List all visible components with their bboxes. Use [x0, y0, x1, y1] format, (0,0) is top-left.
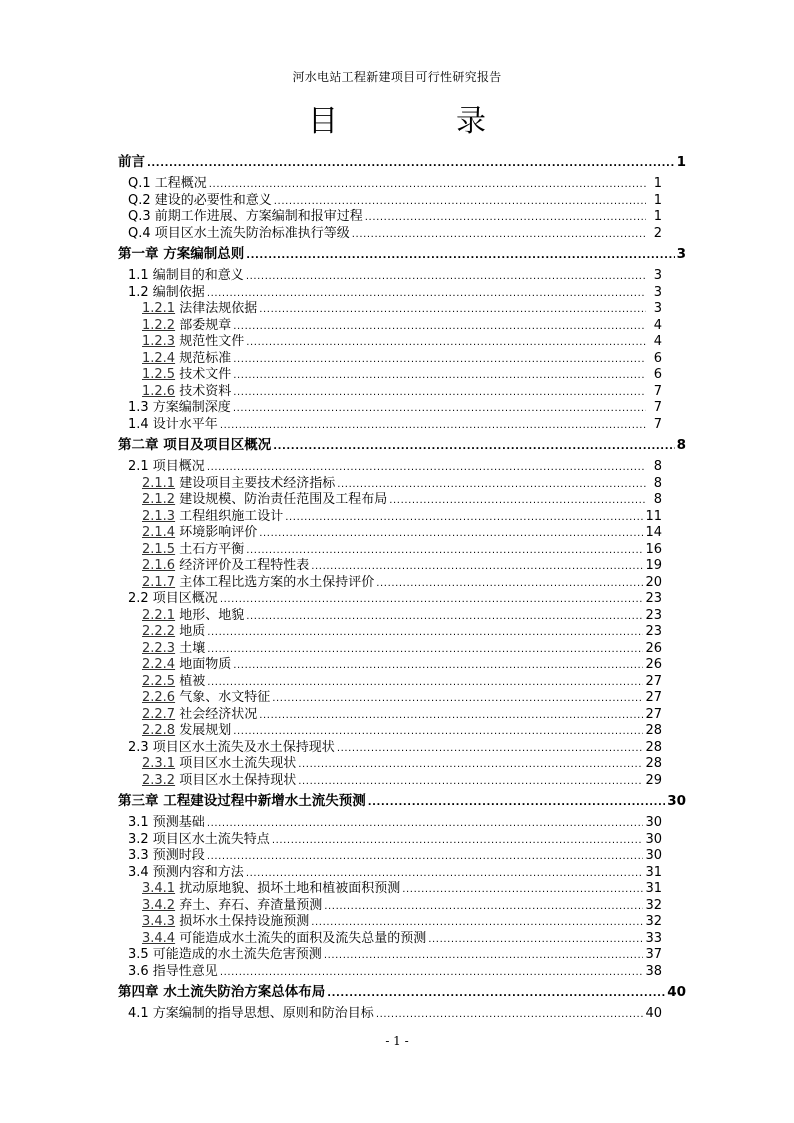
- toc-page-number: 38: [645, 963, 662, 979]
- toc-leader-dots: [259, 525, 643, 542]
- toc-leader-dots: [246, 608, 643, 625]
- toc-entry-number: 1.2.1: [142, 301, 176, 316]
- toc-entry[interactable]: [118, 608, 686, 625]
- toc-entry[interactable]: [118, 947, 686, 964]
- toc-entry-title: [142, 931, 426, 947]
- toc-entry-number: 1.2.6: [142, 383, 176, 399]
- toc-entry-title: 3.6 指导性意见: [128, 963, 218, 979]
- toc-entry-title: [142, 367, 231, 383]
- toc-entry-text: 社会经济状况: [179, 706, 258, 722]
- toc-leader-dots: [389, 492, 646, 509]
- toc-entry[interactable]: [118, 1006, 686, 1023]
- toc-leader-dots: [324, 947, 644, 964]
- toc-entry-text: 土石方平衡: [179, 541, 245, 557]
- toc-entry-title: [142, 509, 283, 525]
- toc-entry[interactable]: [118, 756, 686, 773]
- toc-leader-dots: [209, 176, 646, 193]
- toc-chapter-entry[interactable]: [118, 433, 686, 455]
- toc-entry[interactable]: [118, 773, 686, 790]
- toc-entry-title: 2.1 项目概况: [128, 459, 205, 474]
- toc-leader-dots: [220, 417, 646, 434]
- toc-page-number: 1: [653, 176, 662, 191]
- toc-entry-title: [142, 898, 322, 914]
- toc-entry-text: 可能造成水土流失的面积及流失总量的预测: [179, 930, 427, 946]
- toc-entry-title: [142, 525, 257, 541]
- toc-entry-text: 发展规划: [179, 723, 232, 738]
- toc-page-number: 23: [645, 591, 662, 606]
- toc-entry[interactable]: [118, 558, 686, 575]
- toc-leader-dots: [207, 641, 643, 658]
- toc-entry-text: 经济评价及工程特性表: [179, 558, 310, 573]
- toc-entry-text: 技术资料: [179, 383, 232, 399]
- toc-entry-text: 主体工程比选方案的水土保持评价: [179, 574, 375, 590]
- toc-entry-text: 规范性文件: [179, 334, 245, 349]
- toc-page-number: 19: [645, 558, 662, 573]
- toc-entry-text: 法律法规依据: [179, 301, 258, 316]
- toc-entry-title: 3.4 预测内容和方法: [128, 864, 244, 880]
- toc-leader-dots: [259, 707, 643, 724]
- toc-leader-dots: [272, 832, 644, 849]
- toc-entry-number: 2.1.3: [142, 508, 176, 524]
- toc-entry-number: 2.2.1: [142, 607, 176, 623]
- toc-entry-title: [142, 334, 244, 350]
- toc-entry-title: [142, 690, 270, 706]
- toc-entry-title: 3.5 可能造成的水土流失危害预测: [128, 947, 322, 962]
- toc-entry-title: [142, 657, 231, 673]
- toc-page-number: 23: [645, 624, 662, 639]
- toc-leader-dots: [273, 437, 674, 455]
- toc-entry-title: Q.1 工程概况: [128, 176, 207, 191]
- toc-chapter-entry[interactable]: [118, 789, 686, 811]
- toc-leader-dots: [147, 154, 675, 172]
- toc-entry-number: 3.4.2: [142, 897, 176, 913]
- toc-leader-dots: [285, 509, 643, 526]
- page-header: 河水电站工程新建项目可行性研究报告: [292, 70, 502, 84]
- toc-page-number: 3: [653, 301, 662, 316]
- toc-entry-title: [142, 301, 257, 317]
- toc-leader-dots: [368, 793, 666, 811]
- toc-page-number: 7: [653, 416, 662, 432]
- toc-entry-title: 3.3 预测时段: [128, 848, 205, 863]
- toc-entry-number: 3.4.4: [142, 930, 176, 946]
- toc-leader-dots: [207, 285, 646, 302]
- toc-entry-title: [142, 674, 205, 690]
- toc-entry[interactable]: [118, 226, 686, 243]
- toc-entry[interactable]: [118, 624, 686, 641]
- toc-leader-dots: [246, 246, 674, 264]
- toc-page-number: 23: [645, 607, 662, 623]
- toc-page-number: 4: [653, 334, 662, 349]
- toc-entry[interactable]: [118, 459, 686, 476]
- toc-entry-title: 3.1 预测基础: [128, 815, 205, 830]
- toc-entry-title: [142, 914, 309, 930]
- toc-entry[interactable]: [118, 285, 686, 302]
- toc-entry-title: 2.2 项目区概况: [128, 591, 218, 606]
- toc-page-number: 27: [645, 706, 662, 722]
- toc-page-number: 11: [645, 508, 662, 524]
- toc-entry-title: [142, 492, 387, 508]
- toc-page-number: 4: [653, 317, 662, 333]
- toc-entry-title: 2.3 项目区水土流失及水土保持现状: [128, 739, 335, 755]
- toc-leader-dots: [246, 542, 643, 559]
- toc-leader-dots: [311, 558, 643, 575]
- toc-entry-title: [142, 575, 374, 591]
- toc-page-number: 40: [645, 1006, 662, 1021]
- toc-leader-dots: [207, 459, 646, 476]
- toc-entry[interactable]: [118, 690, 686, 707]
- toc-page-number: 32: [645, 897, 662, 913]
- toc-page-number: 32: [645, 914, 662, 929]
- toc-entry-title: 4.1 方案编制的指导思想、原则和防治目标: [128, 1006, 374, 1021]
- toc-page-number: 16: [645, 541, 662, 557]
- toc-entry[interactable]: [118, 848, 686, 865]
- toc-leader-dots: [324, 898, 643, 915]
- toc-leader-dots: [376, 1006, 644, 1023]
- toc-page-number: 30: [645, 848, 662, 863]
- toc-entry[interactable]: [118, 707, 686, 724]
- toc-entry[interactable]: [118, 193, 686, 210]
- toc-chapter-entry[interactable]: [118, 242, 686, 264]
- toc-leader-dots: [207, 624, 643, 641]
- toc-entry-title: 第二章 项目及项目区概况: [118, 437, 272, 453]
- toc-entry-title: [142, 707, 257, 723]
- toc-entry-number: 2.1.6: [142, 558, 176, 573]
- toc-leader-dots: [365, 209, 646, 226]
- toc-page-number: 20: [645, 574, 662, 590]
- toc-leader-dots: [298, 773, 643, 790]
- toc-entry-title: [142, 384, 231, 400]
- toc-entry[interactable]: [118, 931, 686, 948]
- toc-entry-number: 2.2.2: [142, 624, 176, 639]
- toc-entry-title: 1.2 编制依据: [128, 284, 205, 300]
- toc-leader-dots: [233, 657, 643, 674]
- toc-page-number: 8: [676, 437, 686, 453]
- toc-leader-dots: [352, 226, 646, 243]
- toc-leader-dots: [428, 931, 643, 948]
- toc-entry-text: 环境影响评价: [179, 525, 258, 540]
- toc-page-number: 26: [645, 640, 662, 656]
- toc-page-number: 31: [645, 864, 662, 880]
- toc-entry-text: 损坏水土保持设施预测: [179, 914, 310, 929]
- toc-entry[interactable]: [118, 525, 686, 542]
- toc-entry[interactable]: [118, 367, 686, 384]
- toc-entry-text: 建设项目主要技术经济指标: [179, 475, 336, 491]
- toc-entry[interactable]: [118, 542, 686, 559]
- toc-entry-text: 规范标准: [179, 350, 232, 366]
- toc-entry[interactable]: [118, 914, 686, 931]
- toc-entry[interactable]: [118, 476, 686, 493]
- toc-leader-dots: [207, 815, 644, 832]
- toc-entry-number: 1.2.3: [142, 334, 176, 349]
- toc-entry[interactable]: [118, 591, 686, 608]
- toc-entry[interactable]: [118, 898, 686, 915]
- toc-chapter-entry[interactable]: [118, 980, 686, 1002]
- toc-entry-number: 1.2.5: [142, 367, 176, 382]
- toc-entry[interactable]: [118, 641, 686, 658]
- toc-entry[interactable]: [118, 509, 686, 526]
- toc-entry[interactable]: [118, 740, 686, 757]
- toc-entry-title: 1.3 方案编制深度: [128, 400, 231, 415]
- toc-entry-title: 第三章 工程建设过程中新增水土流失预测: [118, 793, 366, 809]
- toc-page-number: 30: [645, 815, 662, 830]
- toc-entry-text: 地质: [179, 624, 206, 639]
- toc-leader-dots: [327, 984, 665, 1002]
- toc-entry-title: 1.1 编制目的和意义: [128, 268, 244, 283]
- toc-entry-title: [142, 542, 244, 558]
- toc-entry-title: [142, 476, 335, 492]
- toc-entry-number: 2.1.7: [142, 574, 176, 590]
- toc-entry-title: Q.3 前期工作进展、方案编制和报审过程: [128, 209, 363, 224]
- toc-entry-number: 2.1.4: [142, 525, 176, 540]
- toc-entry-text: 地面物质: [179, 657, 232, 672]
- toc-page-number: 3: [653, 268, 662, 283]
- toc-leader-dots: [376, 575, 643, 592]
- toc-page-number: 8: [653, 492, 662, 507]
- toc-leader-dots: [233, 723, 643, 740]
- toc-page-number: 2: [653, 225, 662, 241]
- toc-entry-text: 植被: [179, 673, 206, 689]
- toc-entry-number: 2.2.3: [142, 640, 176, 656]
- toc-page-number: 3: [653, 284, 662, 300]
- toc-entry[interactable]: [118, 832, 686, 849]
- toc-page-number: 1: [653, 209, 662, 224]
- toc-page-number: 28: [645, 739, 662, 755]
- toc-entry-number: 2.2.7: [142, 706, 176, 722]
- toc-entry-text: 工程组织施工设计: [179, 508, 284, 524]
- toc-entry[interactable]: [118, 318, 686, 335]
- toc-entry-title: [142, 351, 231, 367]
- toc-entry[interactable]: [118, 723, 686, 740]
- toc-entry-title: [142, 558, 309, 574]
- toc-entry-title: [142, 641, 205, 657]
- toc-leader-dots: [246, 865, 644, 882]
- toc-entry-number: 2.2.6: [142, 690, 176, 705]
- toc-entry-number: 2.2.8: [142, 723, 176, 738]
- toc-page-number: 1: [676, 154, 686, 170]
- toc-leader-dots: [207, 674, 643, 691]
- toc-page-number: 30: [645, 831, 662, 847]
- toc-page-number: 27: [645, 673, 662, 689]
- page-title: 目 录: [308, 104, 530, 139]
- toc-entry-number: 1.2.2: [142, 317, 176, 333]
- toc-page-number: 7: [653, 383, 662, 399]
- toc-entry-text: 土壤: [179, 640, 206, 656]
- toc-entry-text: 项目区水土流失现状: [179, 756, 297, 771]
- toc-leader-dots: [220, 591, 644, 608]
- toc-entry-number: 3.4.3: [142, 914, 176, 929]
- toc-entry[interactable]: [118, 301, 686, 318]
- toc-entry-title: 3.2 项目区水土流失特点: [128, 831, 270, 847]
- toc-entry-text: 弃土、弃石、弃渣量预测: [179, 897, 323, 913]
- toc-page-number: 14: [645, 525, 662, 540]
- toc-page-number: 40: [667, 984, 686, 1000]
- toc-entry-number: 2.3.2: [142, 772, 176, 788]
- toc-chapter-entry[interactable]: [118, 150, 686, 172]
- toc-entry-title: [142, 723, 231, 739]
- toc-page-number: 28: [645, 756, 662, 771]
- toc-entry[interactable]: [118, 351, 686, 368]
- toc-leader-dots: [298, 756, 643, 773]
- toc-leader-dots: [246, 268, 646, 285]
- toc-page-number: 30: [667, 793, 686, 809]
- toc-entry-number: 1.2.4: [142, 350, 176, 366]
- toc-page-number: 6: [653, 350, 662, 366]
- toc-leader-dots: [233, 318, 646, 335]
- toc-leader-dots: [233, 367, 646, 384]
- toc-entry-number: 2.1.1: [142, 475, 176, 491]
- toc-entry-number: 3.4.1: [142, 881, 176, 896]
- toc-leader-dots: [337, 476, 646, 493]
- toc-entry-number: 2.3.1: [142, 756, 176, 771]
- toc-leader-dots: [274, 193, 646, 210]
- toc-entry-title: Q.4 项目区水土流失防治标准执行等级: [128, 225, 350, 241]
- toc-entry-title: [142, 881, 400, 897]
- toc-leader-dots: [233, 351, 646, 368]
- toc-entry[interactable]: [118, 575, 686, 592]
- toc-leader-dots: [233, 384, 646, 401]
- toc-entry-title: 第四章 水土流失防治方案总体布局: [118, 984, 326, 1000]
- toc-page-number: 33: [645, 930, 662, 946]
- toc-entry-text: 技术文件: [179, 367, 232, 382]
- toc-entry[interactable]: [118, 674, 686, 691]
- toc-entry-text: 项目区水土保持现状: [179, 772, 297, 788]
- toc-leader-dots: [402, 881, 643, 898]
- toc-page-number: 1: [653, 192, 662, 208]
- toc-leader-dots: [220, 964, 644, 981]
- toc-entry-title: Q.2 建设的必要性和意义: [128, 192, 272, 208]
- toc-page-number: 31: [645, 881, 662, 896]
- toc-entry-title: [142, 756, 296, 772]
- toc-entry[interactable]: [118, 492, 686, 509]
- toc-entry[interactable]: [118, 417, 686, 434]
- toc-leader-dots: [259, 301, 646, 318]
- toc-entry-text: 气象、水文特征: [179, 690, 271, 705]
- toc-entry-number: 2.1.2: [142, 492, 176, 507]
- toc-entry[interactable]: [118, 268, 686, 285]
- table-of-contents: [118, 150, 686, 1023]
- toc-entry[interactable]: [118, 815, 686, 832]
- toc-leader-dots: [246, 334, 646, 351]
- toc-entry-number: 2.1.5: [142, 541, 176, 557]
- toc-entry-title: 第一章 方案编制总则: [118, 246, 245, 262]
- toc-entry[interactable]: [118, 176, 686, 193]
- toc-entry-text: 部委规章: [179, 317, 232, 333]
- toc-entry-title: [142, 773, 296, 789]
- toc-page-number: 8: [653, 475, 662, 491]
- toc-entry-text: 建设规模、防治责任范围及工程布局: [179, 492, 388, 507]
- toc-entry[interactable]: [118, 657, 686, 674]
- toc-entry-title: 1.4 设计水平年: [128, 416, 218, 432]
- toc-entry[interactable]: [118, 881, 686, 898]
- toc-entry-title: 前言: [118, 154, 145, 170]
- toc-entry[interactable]: [118, 384, 686, 401]
- toc-leader-dots: [233, 400, 646, 417]
- toc-entry-title: [142, 318, 231, 334]
- toc-leader-dots: [337, 740, 644, 757]
- toc-entry-number: 2.2.5: [142, 673, 176, 689]
- toc-entry[interactable]: [118, 209, 686, 226]
- toc-page-number: 8: [653, 459, 662, 474]
- toc-page-number: 26: [645, 657, 662, 672]
- toc-page-number: 7: [653, 400, 662, 415]
- toc-entry-title: [142, 624, 205, 640]
- page-number: - 1 -: [385, 1034, 409, 1048]
- toc-entry-number: 2.2.4: [142, 657, 176, 672]
- toc-page-number: 29: [645, 772, 662, 788]
- toc-entry-text: 地形、地貌: [179, 607, 245, 623]
- toc-entry[interactable]: [118, 865, 686, 882]
- toc-entry[interactable]: [118, 400, 686, 417]
- toc-page-number: 27: [645, 690, 662, 705]
- toc-entry-text: 扰动原地貌、损坏土地和植被面积预测: [179, 881, 401, 896]
- toc-page-number: 28: [645, 723, 662, 738]
- toc-leader-dots: [311, 914, 643, 931]
- toc-page-number: 3: [676, 246, 686, 262]
- toc-entry[interactable]: [118, 334, 686, 351]
- toc-leader-dots: [272, 690, 643, 707]
- toc-leader-dots: [207, 848, 644, 865]
- toc-page-number: 6: [653, 367, 662, 382]
- toc-entry[interactable]: [118, 964, 686, 981]
- toc-page-number: 37: [645, 947, 662, 962]
- toc-entry-title: [142, 608, 244, 624]
